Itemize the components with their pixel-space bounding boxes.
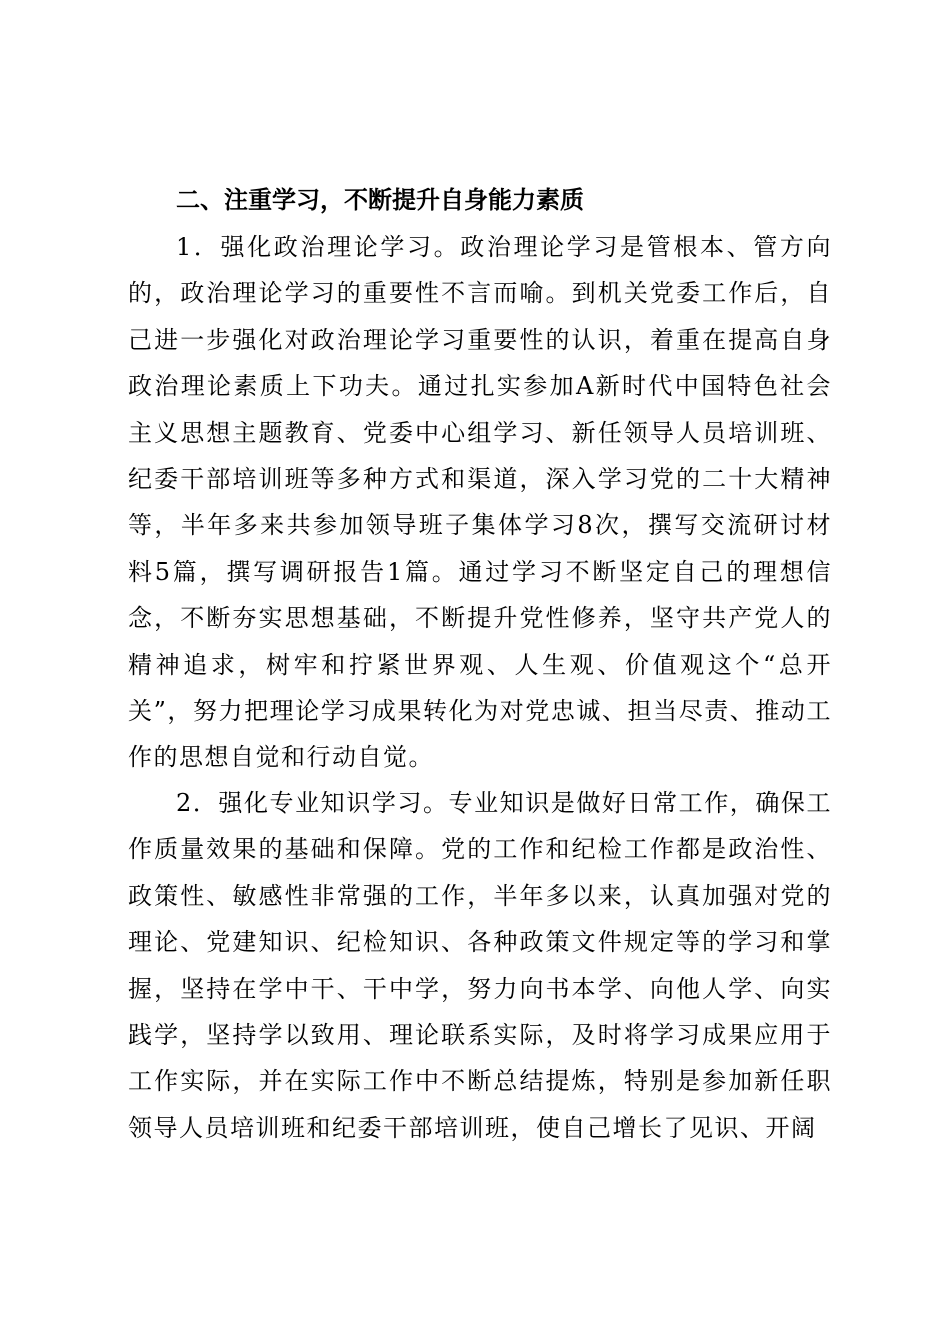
paragraph-political-theory-study: 1．强化政治理论学习。政治理论学习是管根本、管方向的，政治理论学习的重要性不言而喻。到机关党委工作后，自己进一步强化对政治理论学习重要性的认识，着重在提高自身政治理论素质上下功夫。通过扎实参加A新时代中国特色社会主义思想主题教育、党委中心组学习、新任领导人员培训班、纪委干部培训班等多种方式和渠道，深入学习党的二十大精神等，半年多来共参加领导班子集体学习8次，撰写交流研讨材料5篇，撰写调研报告1篇。通过学习不断坚定自己的理想信念，不断夯实思想基础，不断提升党性修养，坚守共产党人的精神追求，树牢和拧紧世界观、人生观、价值观这个“总开关”，努力把理论学习成果转化为对党忠诚、担当尽责、推动工作的思想自觉和行动自觉。 bbox=[128, 233, 832, 772]
section-heading: 二、注重学习，不断提升自身能力素质 bbox=[176, 186, 584, 214]
paragraph-professional-knowledge-study: 2．强化专业知识学习。专业知识是做好日常工作，确保工作质量效果的基础和保障。党的工作和纪检工作都是政治性、政策性、敏感性非常强的工作，半年多以来，认真加强对党的理论、党建知识、纪检知识、各种政策文件规定等的学习和掌握，坚持在学中干、干中学，努力向书本学、向他人学、向实践学，坚持学以致用、理论联系实际，及时将学习成果应用于工作实际，并在实际工作中不断总结提炼，特别是参加新任职领导人员培训班和纪委干部培训班，使自己增长了见识、开阔 bbox=[128, 789, 832, 1142]
